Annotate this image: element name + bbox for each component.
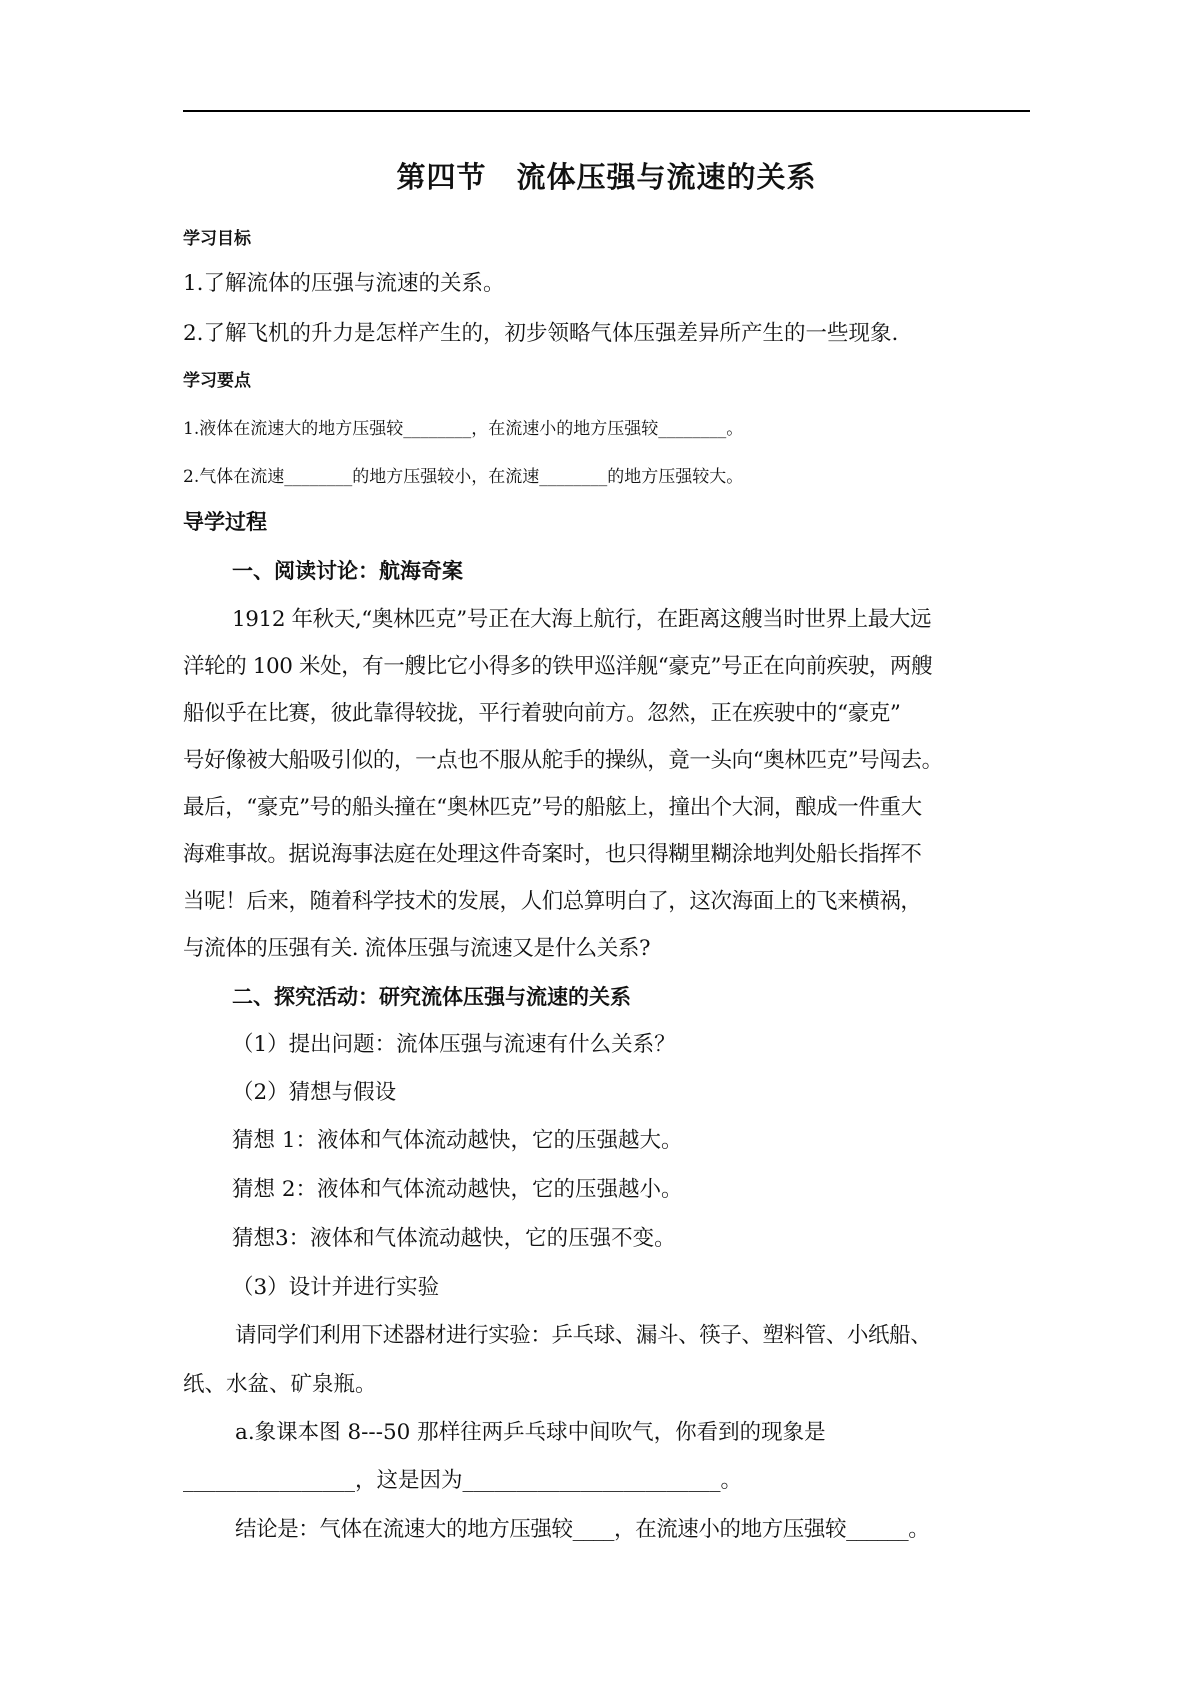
key-point-item: 2.气体在流速________的地方压强较小，在流速________的地方压强较大。: [183, 467, 744, 487]
conclusion-line: 结论是：气体在流速大的地方压强较____，在流速小的地方压强较______。: [235, 1517, 930, 1542]
objective-item: 2.了解飞机的升力是怎样产生的，初步领略气体压强差异所产生的一些现象.: [183, 321, 899, 346]
story-line: 海难事故。据说海事法庭在处理这件奇案时，也只得糊里糊涂地判处船长指挥不: [183, 842, 922, 867]
experiment-blank-line: ________________，这是因为________________________。: [183, 1468, 743, 1493]
hypothesis-line: 猜想 1：液体和气体流动越快，它的压强越大。: [232, 1128, 683, 1153]
story-line: 1912 年秋天,“奥林匹克”号正在大海上航行，在距离这艘当时世界上最大远: [232, 607, 932, 632]
process-heading: 导学过程: [183, 510, 267, 534]
objectives-heading: 学习目标: [183, 229, 251, 249]
part1-heading: 一、阅读讨论：航海奇案: [232, 559, 463, 583]
story-line: 洋轮的 100 米处，有一艘比它小得多的铁甲巡洋舰“豪克”号正在向前疾驶，两艘: [183, 654, 933, 679]
header-rule: [183, 110, 1030, 112]
hypothesis-line: 猜想3：液体和气体流动越快，它的压强不变。: [232, 1226, 676, 1251]
key-points-heading: 学习要点: [183, 371, 251, 391]
story-line: 当呢！后来，随着科学技术的发展，人们总算明白了，这次海面上的飞来横祸，: [183, 889, 922, 914]
story-line: 最后，“豪克”号的船头撞在“奥林匹克”号的船舷上，撞出个大洞，酿成一件重大: [183, 795, 922, 820]
part2-heading: 二、探究活动：研究流体压强与流速的关系: [232, 985, 631, 1009]
materials-line: 请同学们利用下述器材进行实验：乒乓球、漏斗、筷子、塑料管、小纸船、: [235, 1323, 932, 1348]
activity-line: （3）设计并进行实验: [232, 1275, 440, 1300]
hypothesis-line: 猜想 2：液体和气体流动越快，它的压强越小。: [232, 1177, 683, 1202]
materials-line: 纸、水盆、矿泉瓶。: [183, 1372, 377, 1397]
key-point-item: 1.液体在流速大的地方压强较________，在流速小的地方压强较________。: [183, 419, 744, 439]
page-title: 第四节 流体压强与流速的关系: [396, 160, 817, 194]
story-line: 号好像被大船吸引似的，一点也不服从舵手的操纵，竟一头向“奥林匹克”号闯去。: [183, 748, 943, 773]
document-page: [183, 0, 1030, 1697]
activity-line: （1）提出问题：流体压强与流速有什么关系？: [232, 1032, 676, 1057]
experiment-line: a.象课本图 8---50 那样往两乒乓球中间吹气，你看到的现象是: [235, 1420, 826, 1445]
story-line: 与流体的压强有关. 流体压强与流速又是什么关系?: [183, 936, 651, 961]
objective-item: 1.了解流体的压强与流速的关系。: [183, 271, 505, 296]
activity-line: （2）猜想与假设: [232, 1080, 397, 1105]
story-line: 船似乎在比赛，彼此靠得较拢，平行着驶向前方。忽然，正在疾驶中的“豪克”: [183, 701, 901, 726]
